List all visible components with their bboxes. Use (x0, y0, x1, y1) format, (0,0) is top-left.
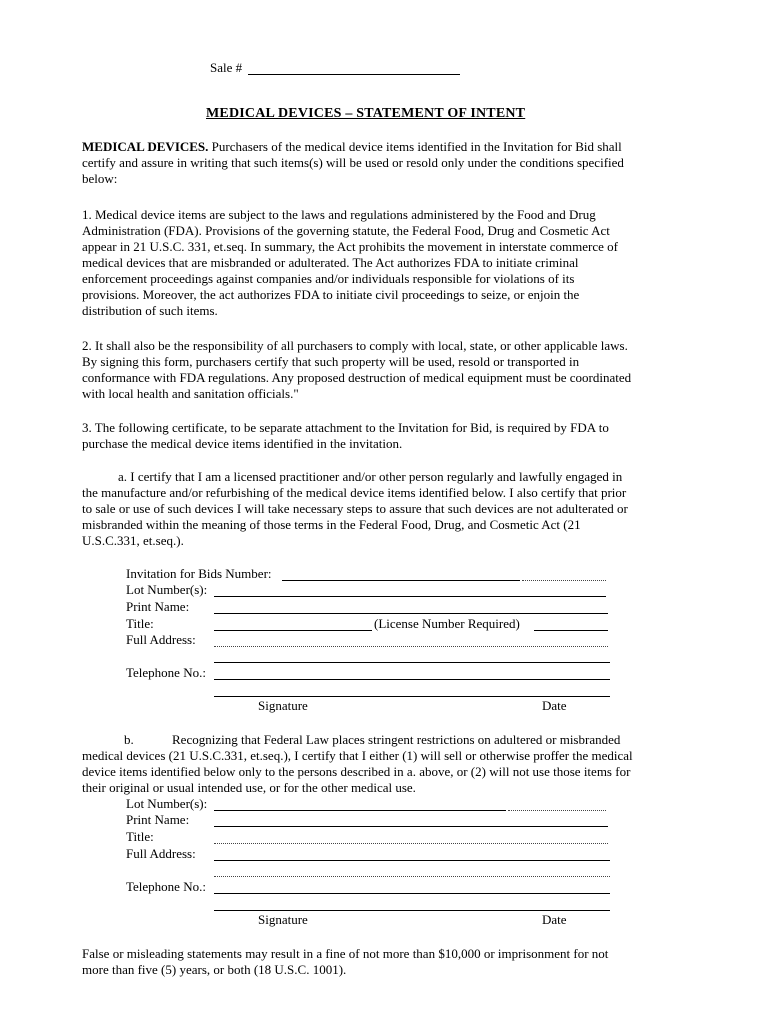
section-b-line: Recognizing that Federal Law places stringent restrictions on adultered or misbranded (172, 732, 621, 747)
lot-number-label-a: Lot Number(s): (126, 582, 208, 597)
para2-line: with local health and sanitation officials." (82, 386, 299, 401)
lot-number-label-b: Lot Number(s): (126, 796, 208, 811)
signature-label-a: Signature (258, 698, 308, 713)
address-label-a: Full Address: (126, 632, 196, 647)
section-a-line: U.S.C.331, et.seq.). (82, 533, 184, 548)
para1-line: provisions. Moreover, the act authorizes FDA to initiate civil proceedings to seize, or enjoin the (82, 287, 580, 302)
section-a-line: misbranded within the meaning of those terms in the Federal Food, Drug, and Cosmetic Act (21 (82, 517, 581, 532)
telephone-label-b: Telephone No.: (126, 879, 206, 894)
footer-line: more than five (5) years, or both (18 U.S.C. 1001). (82, 962, 347, 977)
section-b-label: b. (124, 732, 134, 747)
address-field-a-line-2[interactable] (214, 662, 610, 663)
para1-line: Administration (FDA). Provisions of the governing statute, the Federal Food, Drug and Cosmetic Act (82, 223, 610, 238)
section-b-line: device items identified below only to the persons described in a. above, or (2) will not use those items for (82, 764, 631, 779)
invitation-number-field-dotted (522, 580, 606, 581)
section-b-line: their original or usual intended use, or for the other medical use. (82, 780, 416, 795)
section-a-line: a. I certify that I am a licensed practitioner and/or other person regularly and lawfully engaged in (118, 469, 623, 484)
page-title: MEDICAL DEVICES – STATEMENT OF INTENT (206, 106, 526, 121)
print-name-field-a[interactable] (214, 613, 608, 614)
para2-line: 2. It shall also be the responsibility of all purchasers to comply with local, state, or other applicable laws. (82, 338, 628, 353)
title-label-b: Title: (126, 829, 154, 844)
intro-line-1 (82, 139, 622, 155)
intro-lead: MEDICAL DEVICES. (82, 139, 209, 154)
para1-line: enforcement proceedings against companies and/or individuals responsible for violations of its (82, 271, 575, 286)
lot-number-field-b[interactable] (214, 810, 506, 811)
section-a-line: the manufacture and/or refurbishing of the medical device items identified below. I also certify that prior (82, 485, 627, 500)
title-field-b[interactable] (214, 843, 608, 844)
para1-line: medical devices that are misbranded or adulterated. The Act authorizes FDA to initiate criminal (82, 255, 579, 270)
section-a-line: to sale or use of such devices I will take necessary steps to assure that such devices are not adulterated or (82, 501, 628, 516)
sale-number-field[interactable] (248, 74, 460, 75)
print-name-label-a: Print Name: (126, 599, 190, 614)
print-name-field-b[interactable] (214, 826, 608, 827)
address-field-b-line-2[interactable] (214, 876, 610, 877)
title-field-a[interactable] (214, 630, 372, 631)
para1-line: appear in 21 U.S.C. 331, et.seq. In summary, the Act prohibits the movement in interstate commerce of (82, 239, 619, 254)
signature-date-line-b[interactable] (214, 910, 610, 911)
license-number-field[interactable] (534, 630, 608, 631)
date-label-b: Date (542, 912, 567, 927)
signature-date-line-a[interactable] (214, 696, 610, 697)
telephone-field-a[interactable] (214, 679, 610, 680)
para3-line: 3. The following certificate, to be separate attachment to the Invitation for Bid, is required by FDA to (82, 420, 609, 435)
para3-line: purchase the medical device items identified in the invitation. (82, 436, 403, 451)
lot-number-field-b-dotted (508, 810, 606, 811)
telephone-field-b[interactable] (214, 893, 610, 894)
invitation-number-label: Invitation for Bids Number: (126, 566, 272, 581)
footer-line: False or misleading statements may result in a fine of not more than $10,000 or imprisonment for not (82, 946, 609, 961)
invitation-number-field[interactable] (282, 580, 520, 581)
signature-label-b: Signature (258, 912, 308, 927)
lot-number-field-a[interactable] (214, 596, 606, 597)
license-note: (License Number Required) (374, 616, 520, 631)
para2-line: By signing this form, purchasers certify that such property will be used, resold or transported in (82, 354, 580, 369)
para1-line: distribution of such items. (82, 303, 218, 318)
intro-line-3: below: (82, 171, 118, 186)
address-label-b: Full Address: (126, 846, 196, 861)
date-label-a: Date (542, 698, 567, 713)
sale-label: Sale # (210, 60, 243, 75)
address-field-a-line-1[interactable] (214, 646, 608, 647)
telephone-label-a: Telephone No.: (126, 665, 206, 680)
title-label-a: Title: (126, 616, 154, 631)
address-field-b-line-1[interactable] (214, 860, 610, 861)
print-name-label-b: Print Name: (126, 812, 190, 827)
para2-line: conformance with FDA regulations. Any proposed destruction of medical equipment must be coordinated (82, 370, 632, 385)
section-b-line: medical devices (21 U.S.C.331, et.seq.), I certify that I either (1) will sell or otherwise proffer the medical (82, 748, 633, 763)
intro-text-1: Purchasers of the medical device items identified in the Invitation for Bid shall (211, 139, 622, 154)
intro-line-2: certify and assure in writing that such items(s) will be used or resold only under the conditions specified (82, 155, 624, 170)
para1-line: 1. Medical device items are subject to the laws and regulations administered by the Food and Drug (82, 207, 596, 222)
